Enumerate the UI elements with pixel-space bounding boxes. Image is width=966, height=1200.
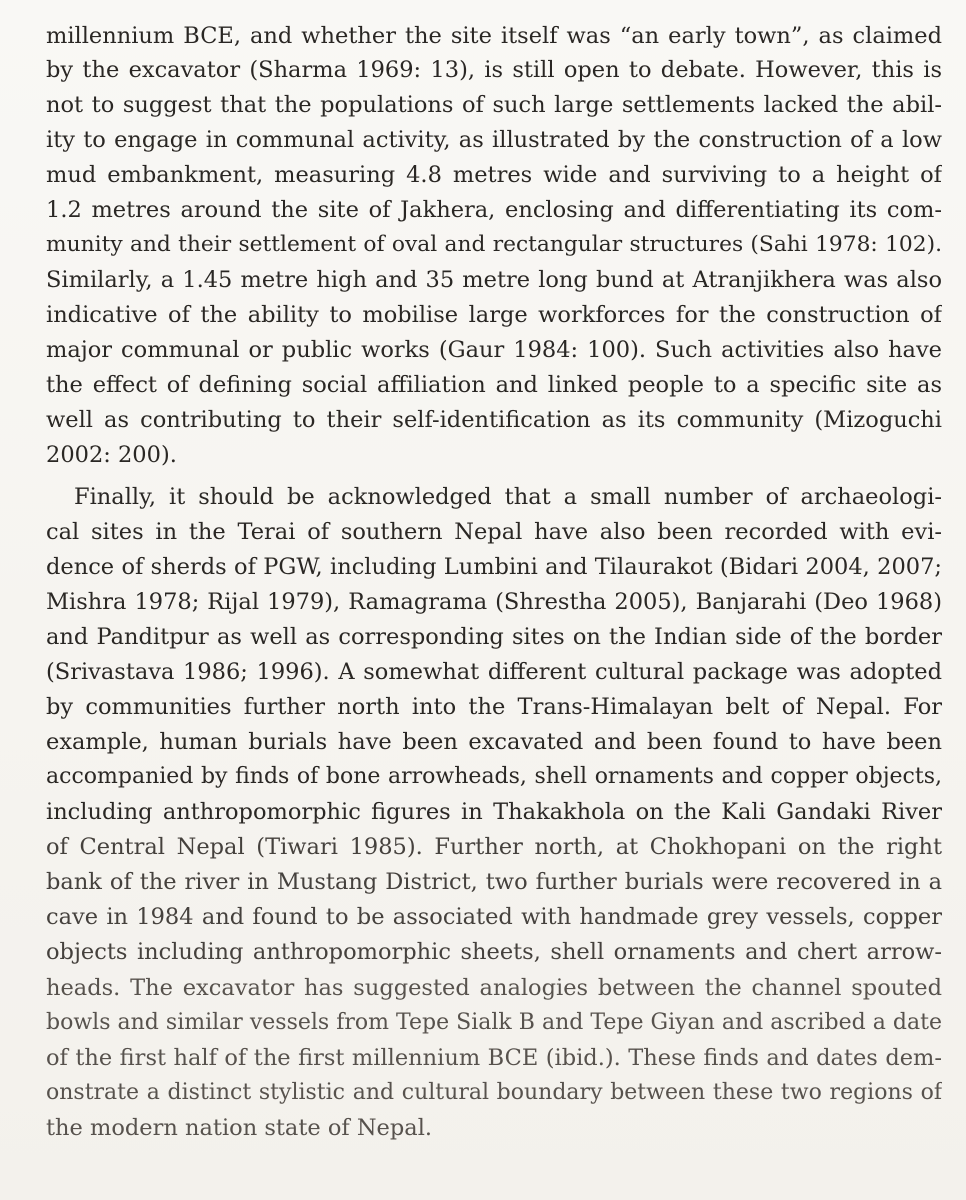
text-line: (Srivastava 1986; 1996). A somewhat different cultural package was adopted	[46, 659, 942, 685]
text-line: the effect of defining social affiliation and linked people to a specific site as	[46, 372, 942, 398]
text-line: cal sites in the Terai of southern Nepal have also been recorded with evi-	[46, 519, 942, 545]
text-line: Similarly, a 1.45 metre high and 35 metre long bund at Atranjikhera was also	[46, 267, 942, 293]
text-line: Mishra 1978; Rijal 1979), Ramagrama (Shrestha 2005), Banjarahi (Deo 1968)	[46, 589, 942, 615]
text-line: not to suggest that the populations of such large settlements lacked the abil-	[46, 92, 942, 118]
text-line: indicative of the ability to mobilise large workforces for the construction of	[46, 302, 942, 328]
text-line: mud embankment, measuring 4.8 metres wide and surviving to a height of	[46, 162, 942, 188]
text-line: heads. The excavator has suggested analogies between the channel spouted	[46, 975, 942, 1001]
text-line: including anthropomorphic figures in Thakakhola on the Kali Gandaki River	[46, 799, 942, 825]
text-line: well as contributing to their self-identification as its community (Mizoguchi	[46, 407, 942, 433]
text-line: accompanied by finds of bone arrowheads, shell ornaments and copper objects,	[46, 764, 942, 789]
text-line: onstrate a distinct stylistic and cultural boundary between these two regions of	[46, 1080, 942, 1105]
text-line: 1.2 metres around the site of Jakhera, enclosing and differentiating its com-	[46, 197, 942, 223]
text-line: major communal or public works (Gaur 1984: 100). Such activities also have	[46, 337, 942, 363]
text-line: of Central Nepal (Tiwari 1985). Further north, at Chokhopani on the right	[46, 834, 942, 860]
text-line: and Panditpur as well as corresponding sites on the Indian side of the border	[46, 624, 942, 650]
text-line: the modern nation state of Nepal.	[46, 1115, 433, 1141]
text-line: Finally, it should be acknowledged that a small number of archaeologi-	[74, 484, 942, 510]
text-line: bowls and similar vessels from Tepe Sialk B and Tepe Giyan and ascribed a date	[46, 1010, 942, 1035]
text-line: of the first half of the first millennium BCE (ibid.). These finds and dates dem-	[46, 1045, 942, 1071]
text-line: millennium BCE, and whether the site itself was “an early town”, as claimed	[46, 23, 942, 49]
text-line: 2002: 200).	[46, 442, 177, 468]
text-line: ity to engage in communal activity, as illustrated by the construction of a low	[46, 127, 942, 153]
text-line: munity and their settlement of oval and rectangular structures (Sahi 1978: 102).	[46, 232, 942, 257]
text-line: by the excavator (Sharma 1969: 13), is still open to debate. However, this is	[46, 57, 942, 83]
text-line: objects including anthropomorphic sheets, shell ornaments and chert arrow-	[46, 939, 942, 965]
text-line: example, human burials have been excavated and been found to have been	[46, 729, 942, 755]
text-line: cave in 1984 and found to be associated with handmade grey vessels, copper	[46, 904, 942, 930]
text-line: by communities further north into the Trans-Himalayan belt of Nepal. For	[46, 694, 942, 720]
text-line: bank of the river in Mustang District, two further burials were recovered in a	[46, 869, 942, 895]
text-line: dence of sherds of PGW, including Lumbini and Tilaurakot (Bidari 2004, 2007;	[46, 554, 942, 580]
